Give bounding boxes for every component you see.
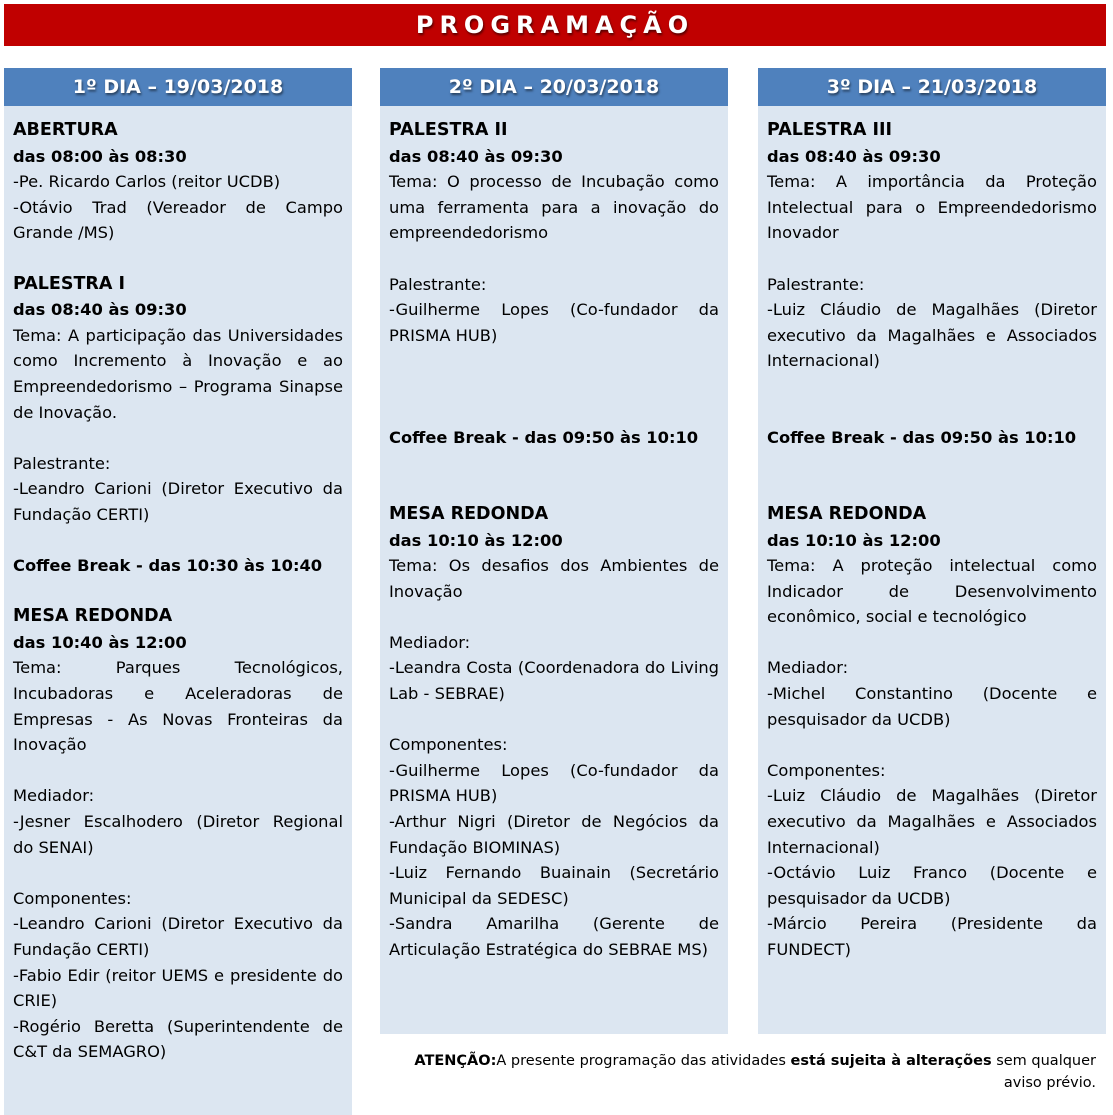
speaker-label: Palestrante: bbox=[767, 274, 865, 294]
mediator-name: -Jesner Escalhodero (Diretor Regional do SENAI) bbox=[13, 812, 343, 857]
notice-body-end: sem qualquer aviso prévio. bbox=[991, 1053, 1096, 1091]
palestra-time: das 08:40 às 09:30 bbox=[767, 146, 941, 166]
abertura-time: das 08:00 às 08:30 bbox=[13, 146, 187, 166]
mediator-label: Mediador: bbox=[389, 632, 471, 652]
component-item: -Octávio Luiz Franco (Docente e pesquisador da UCDB) bbox=[767, 863, 1097, 908]
component-item: -Arthur Nigri (Diretor de Negócios da Fundação BIOMINAS) bbox=[389, 812, 719, 857]
mediator-label: Mediador: bbox=[13, 786, 95, 806]
mesa-title: MESA REDONDA bbox=[389, 503, 549, 524]
component-item: -Guilherme Lopes (Co-fundador da PRISMA HUB) bbox=[389, 760, 719, 806]
mediator-name: -Leandra Costa (Coordenadora do Living Lab - SEBRAE) bbox=[389, 658, 719, 704]
mesa-tema: Tema: Parques Tecnológicos, Incubadoras e Aceleradoras de Empresas - As Novas Fronteiras da Inovação bbox=[13, 658, 343, 755]
mesa-tema: Tema: A proteção intelectual como Indicador de Desenvolvimento econômico, social e tecnológico bbox=[767, 556, 1097, 627]
abertura-title: ABERTURA bbox=[13, 120, 118, 140]
component-item: -Fabio Edir (reitor UEMS e presidente do CRIE) bbox=[13, 965, 343, 1011]
day-1-header: 1º DIA – 19/03/2018 bbox=[4, 68, 352, 106]
notice-text bbox=[400, 1050, 1096, 1094]
day-3-header: 3º DIA – 21/03/2018 bbox=[758, 68, 1106, 106]
mesa-title: MESA REDONDA bbox=[13, 606, 173, 627]
abertura-guest: -Otávio Trad (Vereador de Campo Grande /MS) bbox=[13, 197, 343, 243]
components-label: Componentes: bbox=[767, 760, 886, 780]
day-3-column bbox=[758, 68, 1106, 1034]
day-2-column bbox=[380, 68, 728, 1034]
coffee-break: Coffee Break - das 09:50 às 10:10 bbox=[767, 428, 1077, 448]
palestra-title: PALESTRA III bbox=[767, 120, 893, 140]
speaker-label: Palestrante: bbox=[389, 274, 487, 294]
component-item: -Leandro Carioni (Diretor Executivo da Fundação CERTI) bbox=[13, 914, 343, 959]
component-item: -Rogério Beretta (Superintendente de C&T da SEMAGRO) bbox=[13, 1016, 343, 1062]
mesa-time: das 10:10 às 12:00 bbox=[767, 530, 941, 550]
component-item: -Sandra Amarilha (Gerente de Articulação Estratégica do SEBRAE MS) bbox=[389, 914, 719, 959]
notice-emphasis: está sujeita à alterações bbox=[790, 1053, 992, 1069]
palestra-tema: Tema: A participação das Universidades como Incremento à Inovação e ao Empreendedorismo – Programa Sinapse de Inovação. bbox=[13, 325, 343, 422]
components-label: Componentes: bbox=[389, 735, 508, 755]
palestra-tema: Tema: A importância da Proteção Intelectual para o Empreendedorismo Inovador bbox=[767, 172, 1097, 243]
coffee-break: Coffee Break - das 10:30 às 10:40 bbox=[13, 556, 323, 576]
palestra-tema: Tema: O processo de Incubação como uma ferramenta para a inovação do empreendedorismo bbox=[389, 172, 719, 243]
palestra-time: das 08:40 às 09:30 bbox=[389, 146, 563, 166]
page-title: PROGRAMAÇÃO bbox=[4, 4, 1106, 46]
coffee-break: Coffee Break - das 09:50 às 10:10 bbox=[389, 428, 699, 448]
mesa-title: MESA REDONDA bbox=[767, 503, 927, 524]
component-item: -Luiz Fernando Buainain (Secretário Municipal da SEDESC) bbox=[389, 863, 719, 908]
speaker-name: -Luiz Cláudio de Magalhães (Diretor executivo da Magalhães e Associados Internacional) bbox=[767, 300, 1097, 371]
day-2-header: 2º DIA – 20/03/2018 bbox=[380, 68, 728, 106]
palestra-title: PALESTRA I bbox=[13, 273, 126, 294]
component-item: -Luiz Cláudio de Magalhães (Diretor executivo da Magalhães e Associados Internacional) bbox=[767, 786, 1097, 857]
notice-body: A presente programação das atividades bbox=[496, 1053, 791, 1069]
mediator-label: Mediador: bbox=[767, 658, 849, 678]
components-label: Componentes: bbox=[13, 888, 132, 908]
speaker-name: -Leandro Carioni (Diretor Executivo da Fundação CERTI) bbox=[13, 479, 343, 524]
speaker-label: Palestrante: bbox=[13, 453, 111, 473]
mesa-tema: Tema: Os desafios dos Ambientes de Inovação bbox=[389, 556, 719, 601]
palestra-time: das 08:40 às 09:30 bbox=[13, 300, 187, 320]
palestra-title: PALESTRA II bbox=[389, 120, 508, 140]
abertura-guest: -Pe. Ricardo Carlos (reitor UCDB) bbox=[13, 172, 281, 192]
mesa-time: das 10:40 às 12:00 bbox=[13, 632, 187, 652]
mesa-time: das 10:10 às 12:00 bbox=[389, 530, 563, 550]
mediator-name: -Michel Constantino (Docente e pesquisador da UCDB) bbox=[767, 684, 1097, 729]
day-1-column bbox=[4, 68, 352, 1115]
notice-label: ATENÇÃO: bbox=[414, 1053, 497, 1069]
speaker-name: -Guilherme Lopes (Co-fundador da PRISMA HUB) bbox=[389, 300, 719, 345]
component-item: -Márcio Pereira (Presidente da FUNDECT) bbox=[767, 914, 1097, 959]
